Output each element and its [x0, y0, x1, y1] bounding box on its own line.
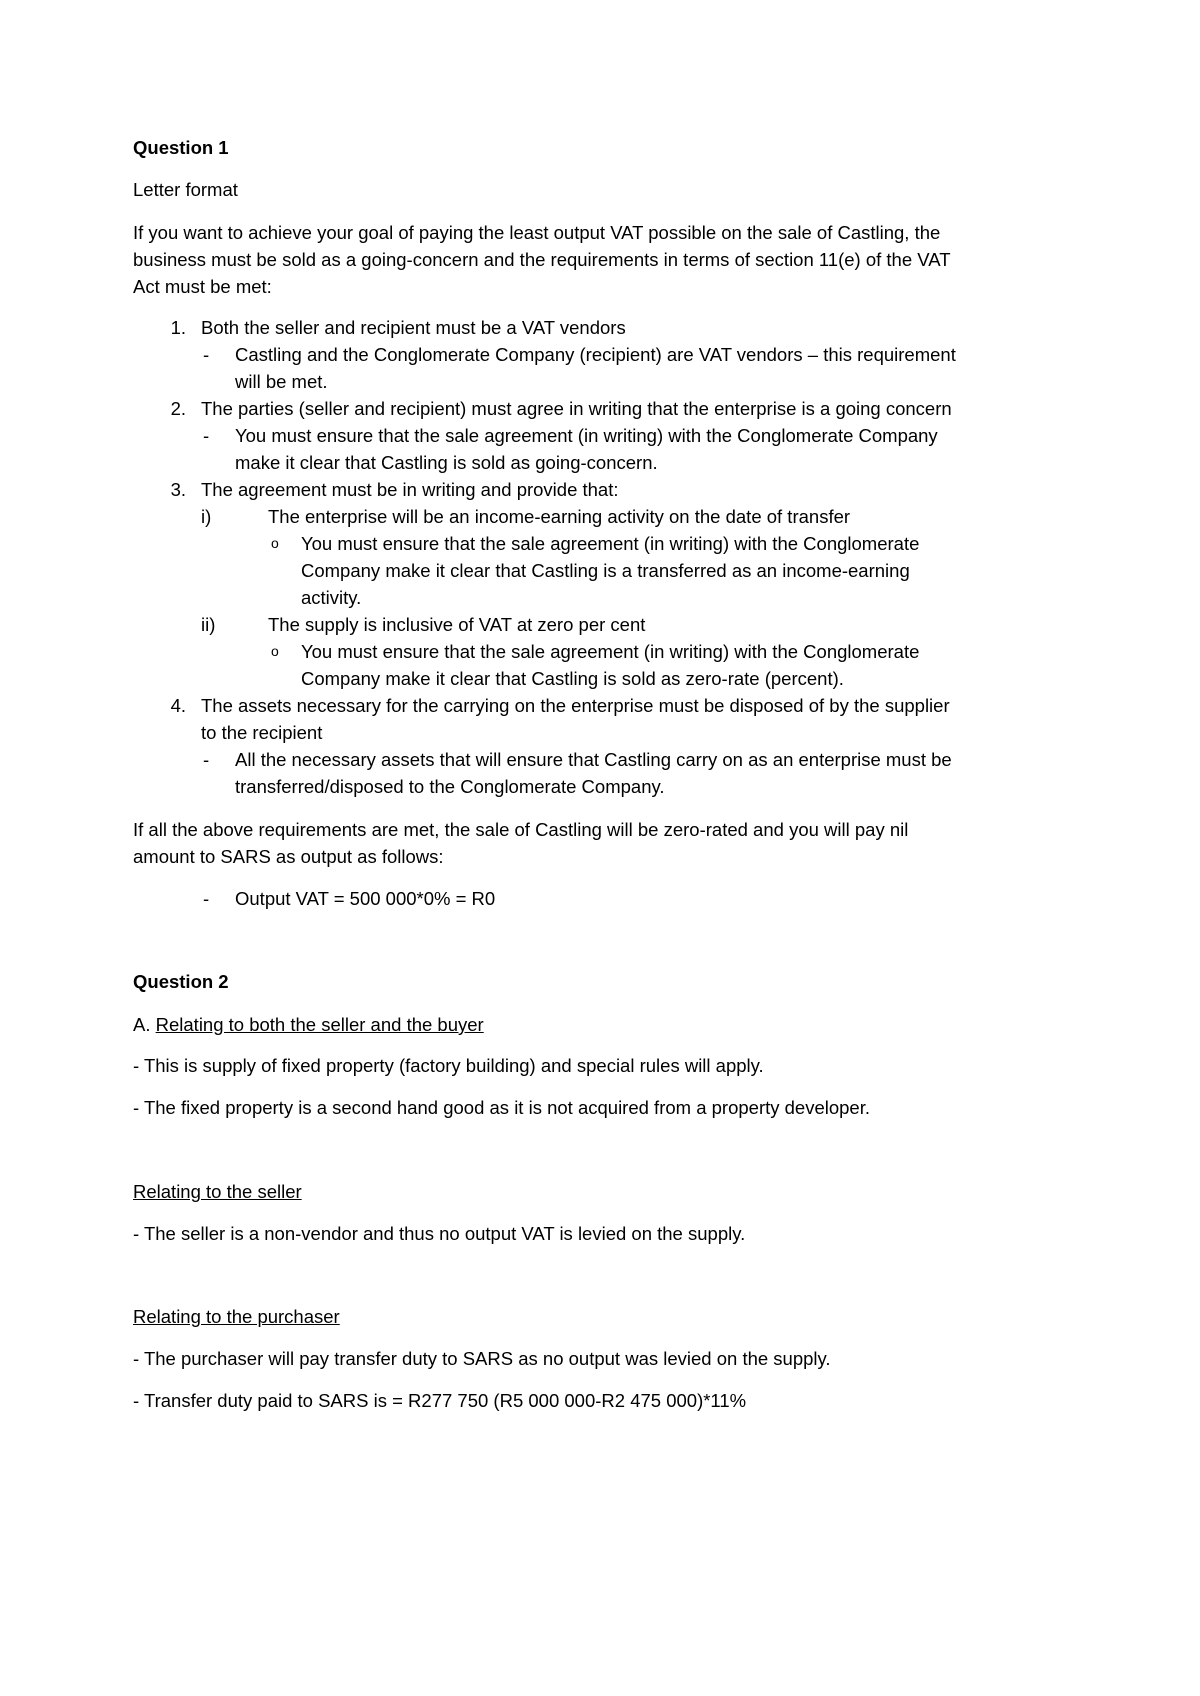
item-1-detail-line-2: will be met. [235, 371, 328, 392]
subitem-i-line-2: Company make it clear that Castling is a transferred as an income-earning [301, 560, 910, 581]
purchaser-line-2: - Transfer duty paid to SARS is = R277 750 (R5 000 000-R2 475 000)*11% [133, 1390, 747, 1411]
item-4-text-line-1: The assets necessary for the carrying on the enterprise must be disposed of by the supplier [201, 695, 950, 716]
item-4-detail-line-1: All the necessary assets that will ensure that Castling carry on as an enterprise must be [235, 749, 952, 770]
subitem-ii-text: The supply is inclusive of VAT at zero per cent [268, 614, 646, 635]
purchaser-heading: Relating to the purchaser [133, 1306, 340, 1327]
section-a-title: Relating to both the seller and the buyer [155, 1014, 484, 1035]
seller-heading: Relating to the seller [133, 1181, 302, 1202]
subitem-ii-line-2: Company make it clear that Castling is sold as zero-rate (percent). [301, 668, 844, 689]
section-a-prefix: A. [133, 1014, 151, 1035]
subitem-ii-label: ii) [201, 614, 216, 635]
item-4-number: 4. [170, 695, 186, 716]
section-a-line-2: - The fixed property is a second hand good as it is not acquired from a property developer. [133, 1097, 871, 1118]
item-1-text: Both the seller and recipient must be a VAT vendors [201, 317, 626, 338]
subitem-i-line-3: activity. [301, 587, 362, 608]
subitem-ii-line-1: You must ensure that the sale agreement (in writing) with the Conglomerate [301, 641, 920, 662]
item-2-dash: - [203, 425, 210, 446]
section-a-heading [133, 1010, 484, 1039]
letter-format-label: Letter format [133, 179, 238, 200]
item-2-number: 2. [170, 398, 186, 419]
conclusion-line-1: If all the above requirements are met, the sale of Castling will be zero-rated and you will pay nil [133, 819, 909, 840]
item-4-dash: - [203, 749, 210, 770]
subitem-ii-bullet: o [271, 643, 279, 659]
subitem-i-line-1: You must ensure that the sale agreement (in writing) with the Conglomerate [301, 533, 920, 554]
item-2-text: The parties (seller and recipient) must agree in writing that the enterprise is a going concern [201, 398, 952, 419]
item-1-dash: - [203, 344, 210, 365]
item-1-number: 1. [170, 317, 186, 338]
purchaser-line-1: - The purchaser will pay transfer duty to SARS as no output was levied on the supply. [133, 1348, 831, 1369]
item-3-text: The agreement must be in writing and provide that: [201, 479, 619, 500]
item-2-detail-line-2: make it clear that Castling is sold as going-concern. [235, 452, 658, 473]
question-2-heading: Question 2 [133, 971, 229, 992]
item-4-detail-line-2: transferred/disposed to the Conglomerate Company. [235, 776, 665, 797]
seller-line: - The seller is a non-vendor and thus no output VAT is levied on the supply. [133, 1223, 746, 1244]
output-vat-calculation: Output VAT = 500 000*0% = R0 [235, 888, 496, 909]
item-3-number: 3. [170, 479, 186, 500]
conclusion-line-2: amount to SARS as output as follows: [133, 846, 444, 867]
subitem-i-label: i) [201, 506, 212, 527]
item-1-detail-line-1: Castling and the Conglomerate Company (recipient) are VAT vendors – this requirement [235, 344, 956, 365]
subitem-i-bullet: o [271, 535, 279, 551]
item-4-text-line-2: to the recipient [201, 722, 323, 743]
q1-intro-line-1: If you want to achieve your goal of paying the least output VAT possible on the sale of Castling, the [133, 222, 941, 243]
section-a-line-1: - This is supply of fixed property (factory building) and special rules will apply. [133, 1055, 764, 1076]
question-1-heading: Question 1 [133, 137, 229, 158]
calc-dash: - [203, 888, 210, 909]
item-2-detail-line-1: You must ensure that the sale agreement (in writing) with the Conglomerate Company [235, 425, 938, 446]
subitem-i-text: The enterprise will be an income-earning activity on the date of transfer [268, 506, 851, 527]
q1-intro-line-2: business must be sold as a going-concern and the requirements in terms of section 11(e) of the VAT [133, 249, 951, 270]
q1-intro-line-3: Act must be met: [133, 276, 272, 297]
